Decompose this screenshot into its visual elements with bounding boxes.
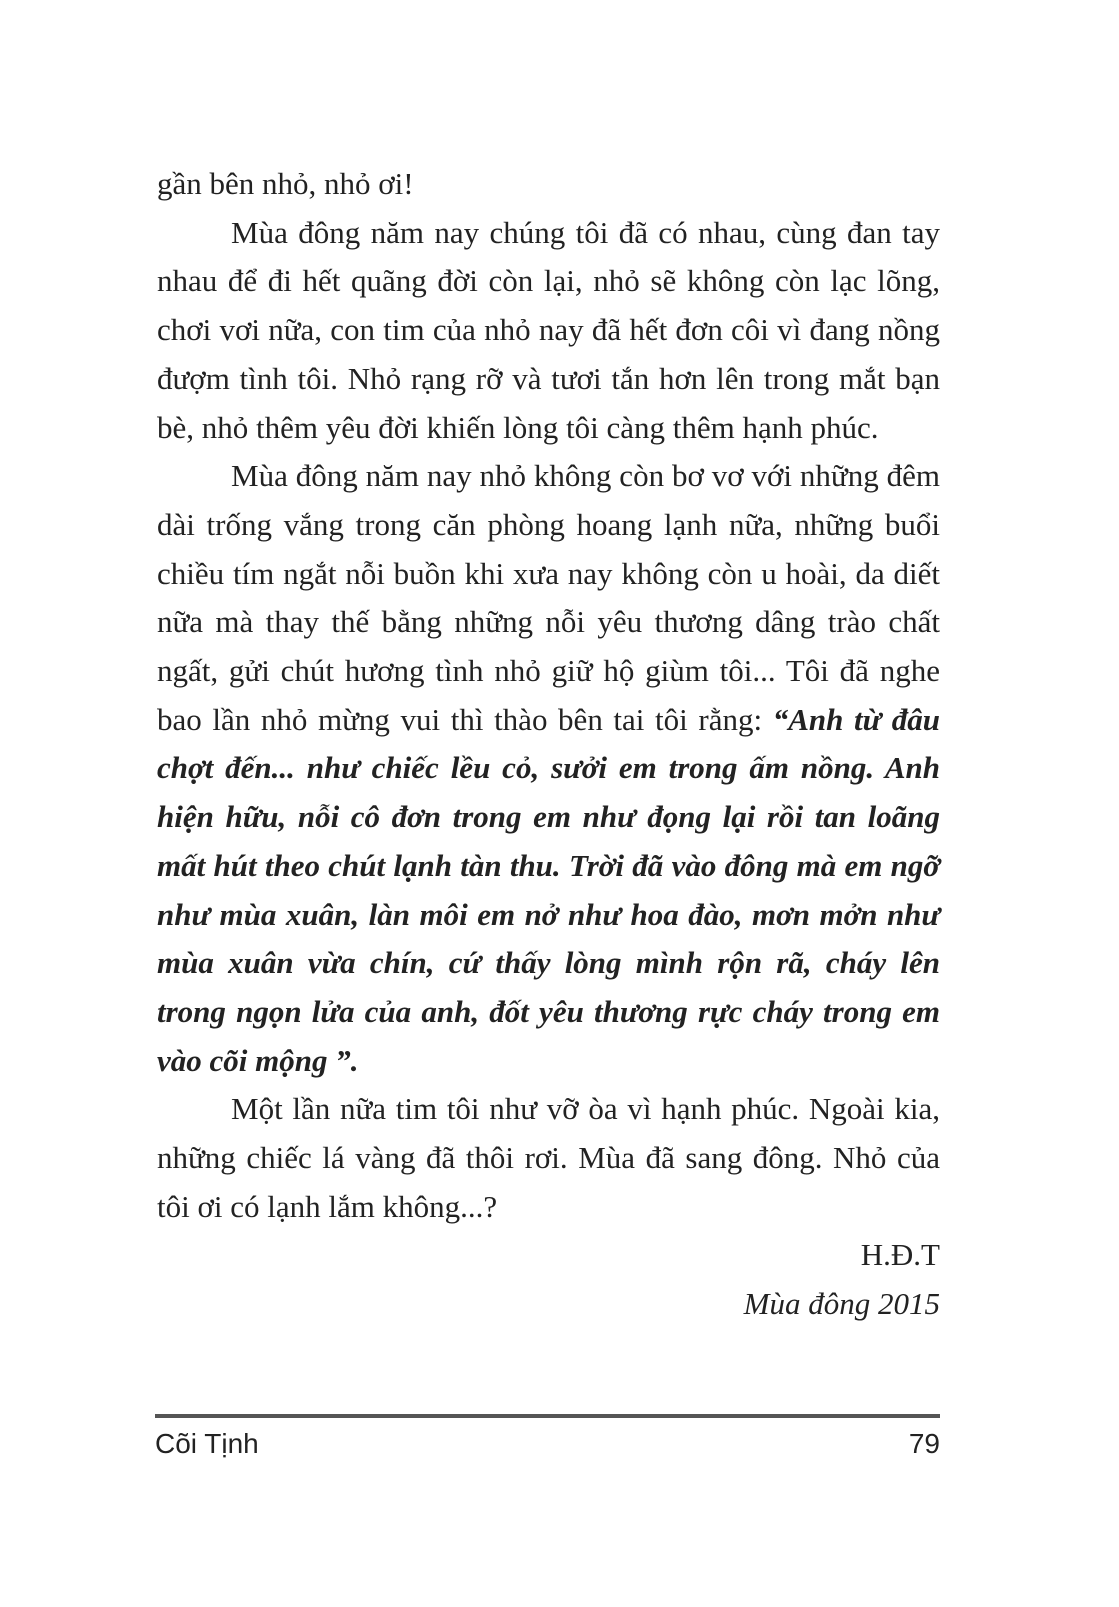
quoted-passage: “Anh từ đâu chợt đến... như chiếc lều cỏ, sưởi em trong ấm nồng. Anh hiện hữu, nỗi cô đơn trong em như đọng lại rồi tan loãng mất hút theo chút lạnh tàn thu. Trời đã vào đông mà em ngỡ như mùa xuân, làn môi em nở như hoa đào, mơn mởn như mùa xuân vừa chín, cứ thấy lòng mình rộn rã, cháy lên trong ngọn lửa của anh, đốt yêu thương rực cháy trong em vào cõi mộng ”.: [157, 701, 941, 1078]
signature-date: Mùa đông 2015: [743, 1286, 940, 1322]
paragraph-closing: Một lần nữa tim tôi như vỡ òa vì hạnh phúc. Ngoài kia, những chiếc lá vàng đã thôi rơi. Mùa đã sang đông. Nhỏ của tôi ơi có lạnh lắm không...?: [157, 1091, 940, 1224]
paragraph-no-longer-lonely: [157, 452, 940, 1085]
footer-book-title: Cõi Tịnh: [155, 1428, 259, 1459]
paragraph-continuation: gần bên nhỏ, nhỏ ơi!: [157, 166, 414, 201]
page-body: [157, 160, 940, 1329]
signature: H.Đ.T: [860, 1237, 940, 1273]
footer-divider: [155, 1414, 940, 1418]
paragraph-winter-together: Mùa đông năm nay chúng tôi đã có nhau, cùng đan tay nhau để đi hết quãng đời còn lại, nhỏ sẽ không còn lạc lõng, chơi vơi nữa, con tim của nhỏ nay đã hết đơn côi vì đang nồng đượm tình tôi. Nhỏ rạng rỡ và tươi tắn hơn lên trong mắt bạn bè, nhỏ thêm yêu đời khiến lòng tôi càng thêm hạnh phúc.: [157, 214, 940, 445]
paragraph-no-longer-lonely-text: Mùa đông năm nay nhỏ không còn bơ vơ với những đêm dài trống vắng trong căn phòng hoang lạnh nữa, những buổi chiều tím ngắt nỗi buồn khi xưa nay không còn u hoài, da diết nữa mà thay thế bằng những nỗi yêu thương dâng trào chất ngất, gửi chút hương tình nhỏ giữ hộ giùm tôi... Tôi đã nghe bao lần nhỏ mừng vui thì thào bên tai tôi rằng:: [157, 458, 940, 737]
footer-page-number: 79: [908, 1428, 940, 1459]
